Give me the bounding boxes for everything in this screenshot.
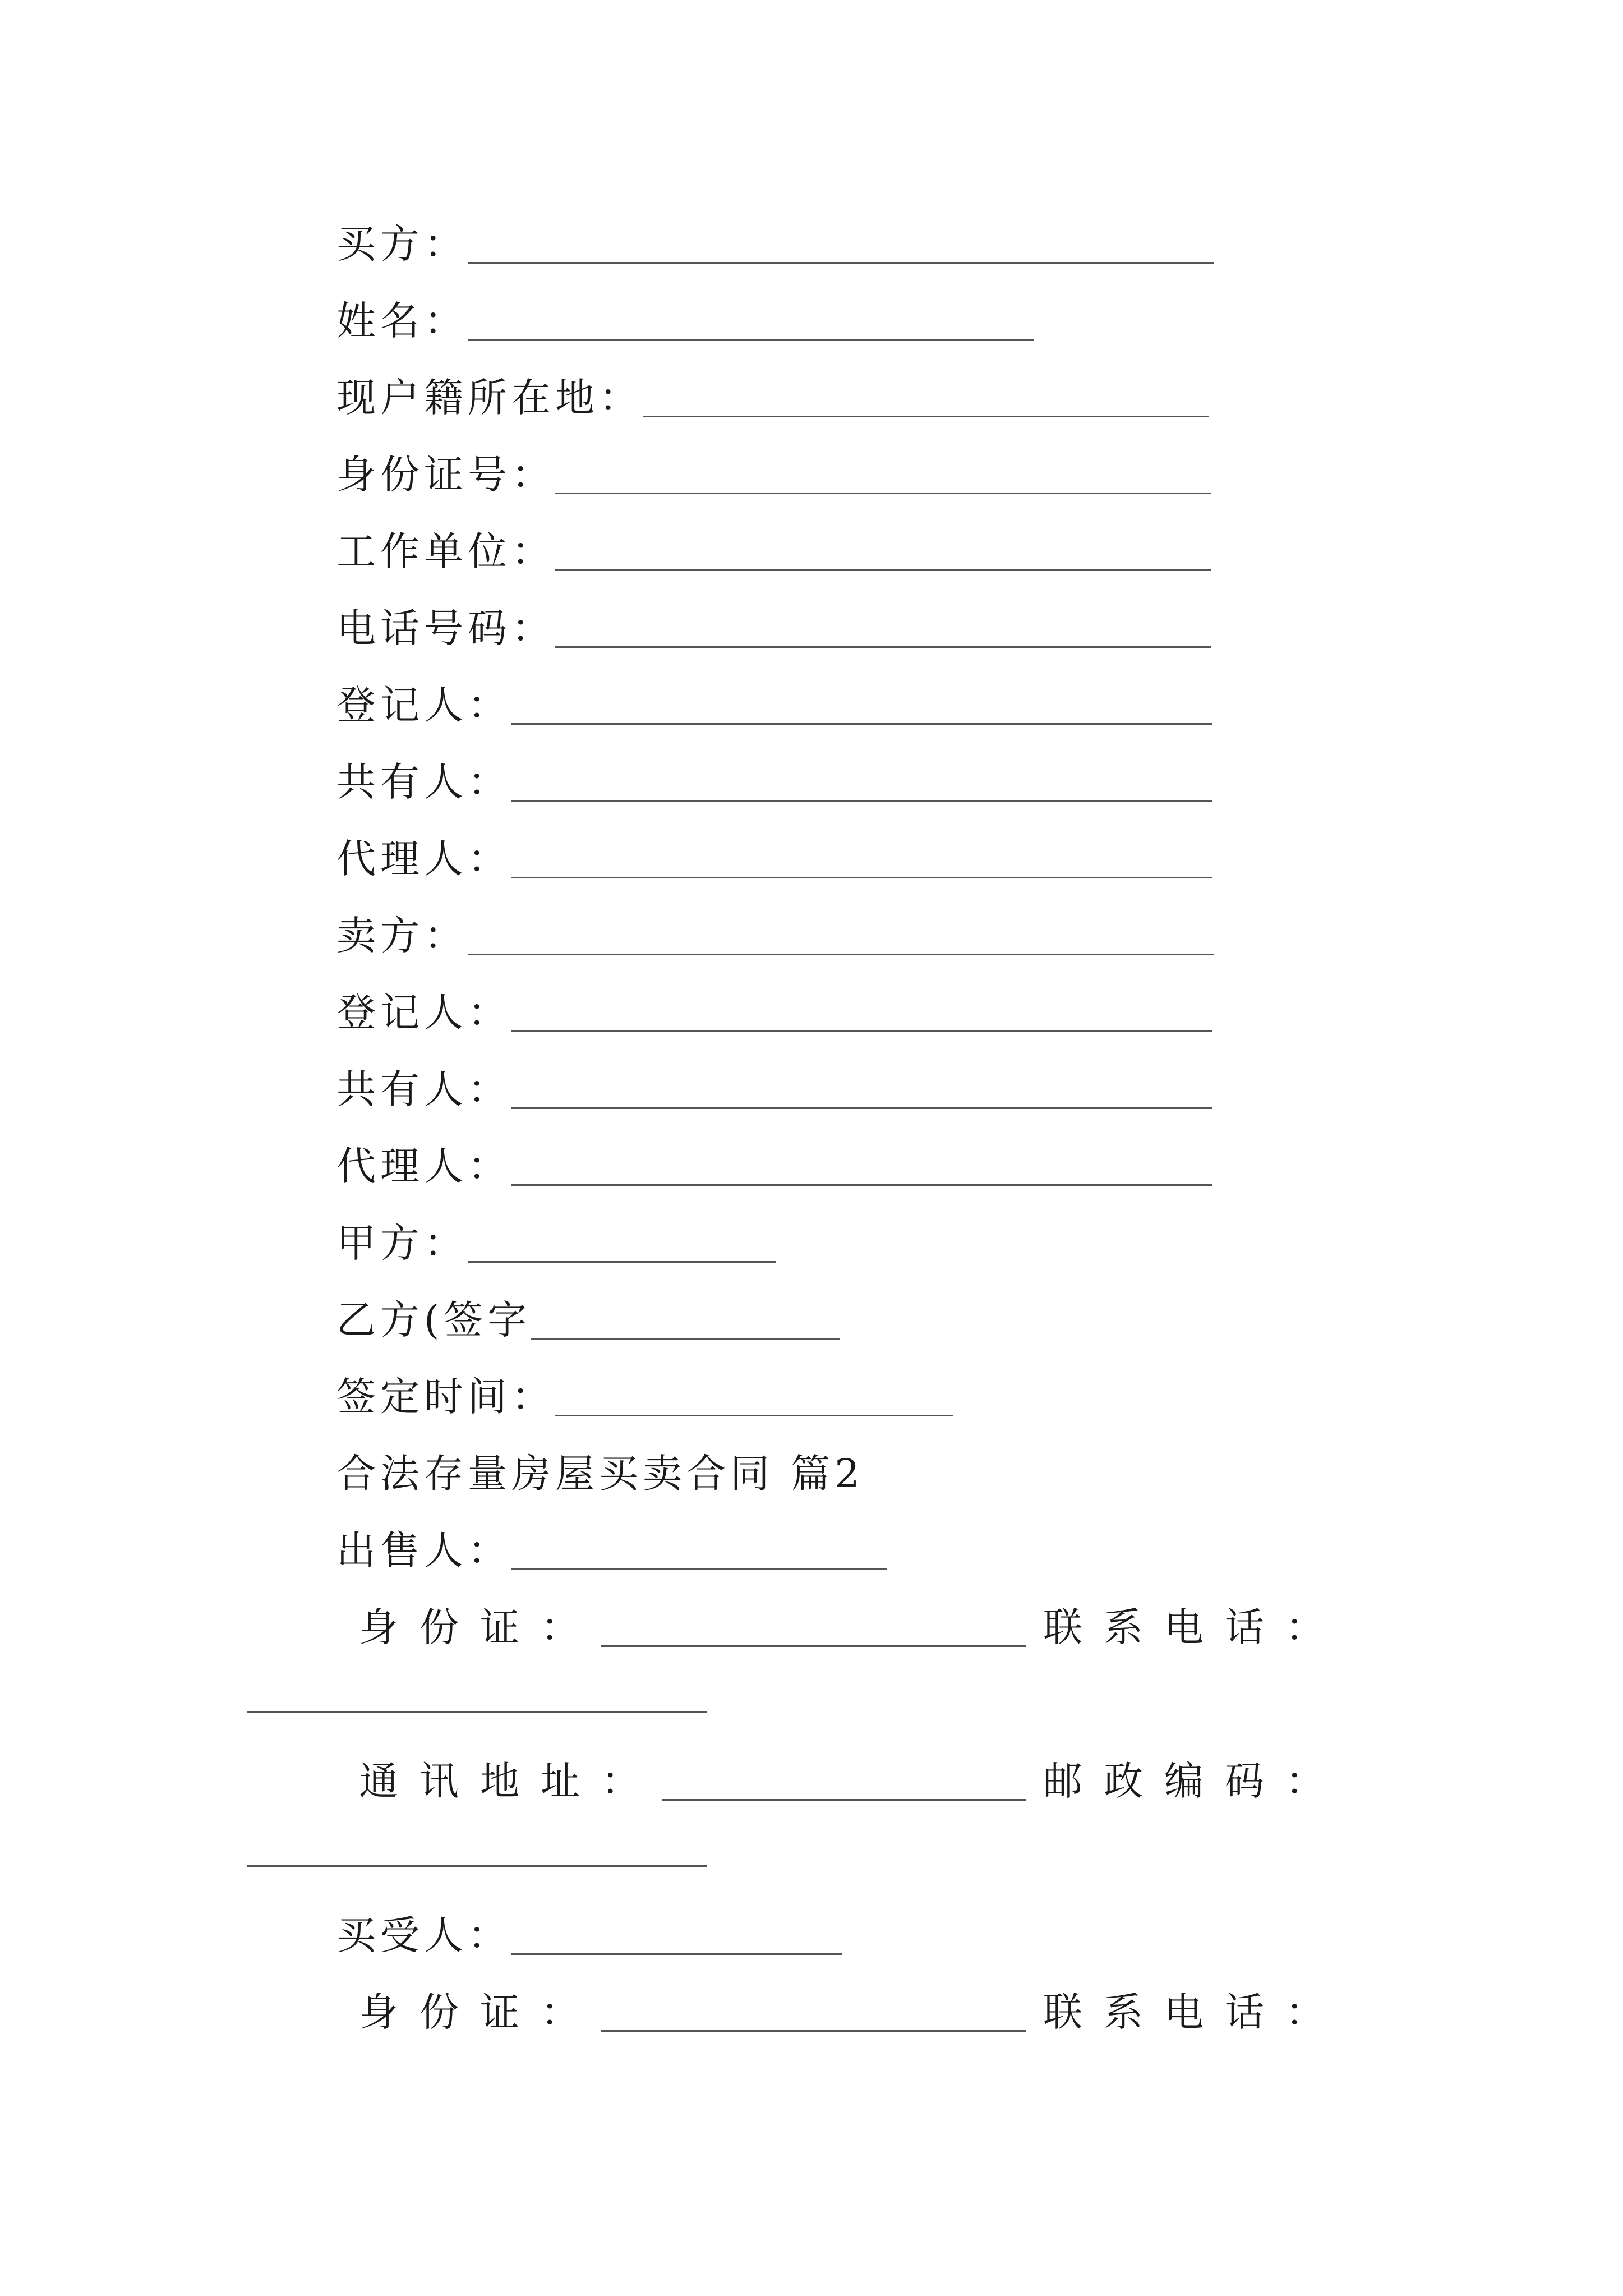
field-label: 共有人： xyxy=(336,1066,511,1112)
field-label: 代理人： xyxy=(336,1143,511,1189)
field-label: 买方： xyxy=(336,221,468,267)
field-label: 登记人： xyxy=(336,682,511,728)
fill-in-blank[interactable] xyxy=(468,954,1214,955)
co-owner-row xyxy=(336,751,1212,807)
field-label: 乙方(签字 xyxy=(336,1297,532,1343)
party-a-row xyxy=(336,1212,776,1268)
section-title xyxy=(336,1443,864,1499)
field-label: 姓名： xyxy=(336,298,468,344)
field-label: 登记人： xyxy=(336,990,511,1036)
id-card-label: 身份证： xyxy=(359,1604,601,1650)
field-label: 出售人： xyxy=(336,1527,511,1573)
seller-registrant-row xyxy=(336,982,1212,1038)
fill-in-blank[interactable] xyxy=(468,339,1034,341)
section-title-text: 合法存量房屋买卖合同 篇2 xyxy=(336,1451,864,1497)
buyer-id-phone-row xyxy=(359,1981,1346,2037)
household-registration-row xyxy=(336,367,1209,423)
fill-in-blank[interactable] xyxy=(247,1711,707,1713)
employer-row xyxy=(336,521,1211,577)
party-b-signature-row xyxy=(336,1289,840,1345)
buyer-name-row xyxy=(336,1904,842,1961)
field-label: 买受人： xyxy=(336,1912,511,1958)
field-label: 甲方： xyxy=(336,1220,468,1266)
seller-name-row xyxy=(336,1520,887,1576)
field-label: 身份证号： xyxy=(336,452,555,498)
buyer-party-row xyxy=(336,213,1214,269)
field-label: 工作单位： xyxy=(336,528,555,574)
fill-in-blank[interactable] xyxy=(511,1953,842,1955)
fill-in-blank[interactable] xyxy=(511,723,1212,725)
fill-in-blank[interactable] xyxy=(555,493,1211,494)
postcode-label: 邮政编码： xyxy=(1043,1758,1346,1804)
fill-in-blank[interactable] xyxy=(468,262,1214,264)
registrant-row xyxy=(336,674,1212,730)
phone-row xyxy=(336,597,1211,654)
fill-in-blank[interactable] xyxy=(511,1030,1212,1032)
fill-in-blank[interactable] xyxy=(511,1107,1212,1109)
seller-party-row xyxy=(336,905,1214,961)
fill-in-blank[interactable] xyxy=(247,1865,707,1867)
name-row xyxy=(336,290,1034,346)
id-card-label: 身份证： xyxy=(359,1989,601,2035)
field-label: 电话号码： xyxy=(336,605,555,651)
fill-in-blank[interactable] xyxy=(555,569,1211,571)
signing-date-row xyxy=(336,1366,953,1422)
fill-in-blank[interactable] xyxy=(662,1799,1026,1801)
fill-in-blank[interactable] xyxy=(511,1184,1212,1186)
contact-phone-label: 联系电话： xyxy=(1043,1989,1346,2035)
contact-phone-label: 联系电话： xyxy=(1043,1604,1346,1650)
fill-in-blank[interactable] xyxy=(601,1645,1026,1647)
seller-co-owner-row xyxy=(336,1059,1212,1115)
agent-row xyxy=(336,828,1212,884)
seller-id-phone-row xyxy=(359,1596,1346,1653)
field-label: 签定时间： xyxy=(336,1374,555,1420)
field-label: 卖方： xyxy=(336,913,468,959)
fill-in-blank[interactable] xyxy=(555,646,1211,648)
fill-in-blank[interactable] xyxy=(511,877,1212,878)
fill-in-blank[interactable] xyxy=(555,1415,953,1416)
field-label: 现户籍所在地： xyxy=(336,375,643,421)
fill-in-blank[interactable] xyxy=(468,1261,776,1263)
fill-in-blank[interactable] xyxy=(601,2030,1026,2032)
id-number-row xyxy=(336,444,1211,500)
fill-in-blank[interactable] xyxy=(511,800,1212,802)
seller-address-postcode-row xyxy=(359,1750,1346,1806)
seller-agent-row xyxy=(336,1135,1212,1191)
address-label: 通讯地址： xyxy=(359,1758,662,1804)
fill-in-blank[interactable] xyxy=(511,1568,887,1570)
field-label: 代理人： xyxy=(336,836,511,882)
fill-in-blank[interactable] xyxy=(531,1338,840,1340)
fill-in-blank[interactable] xyxy=(643,416,1209,417)
field-label: 共有人： xyxy=(336,759,511,805)
